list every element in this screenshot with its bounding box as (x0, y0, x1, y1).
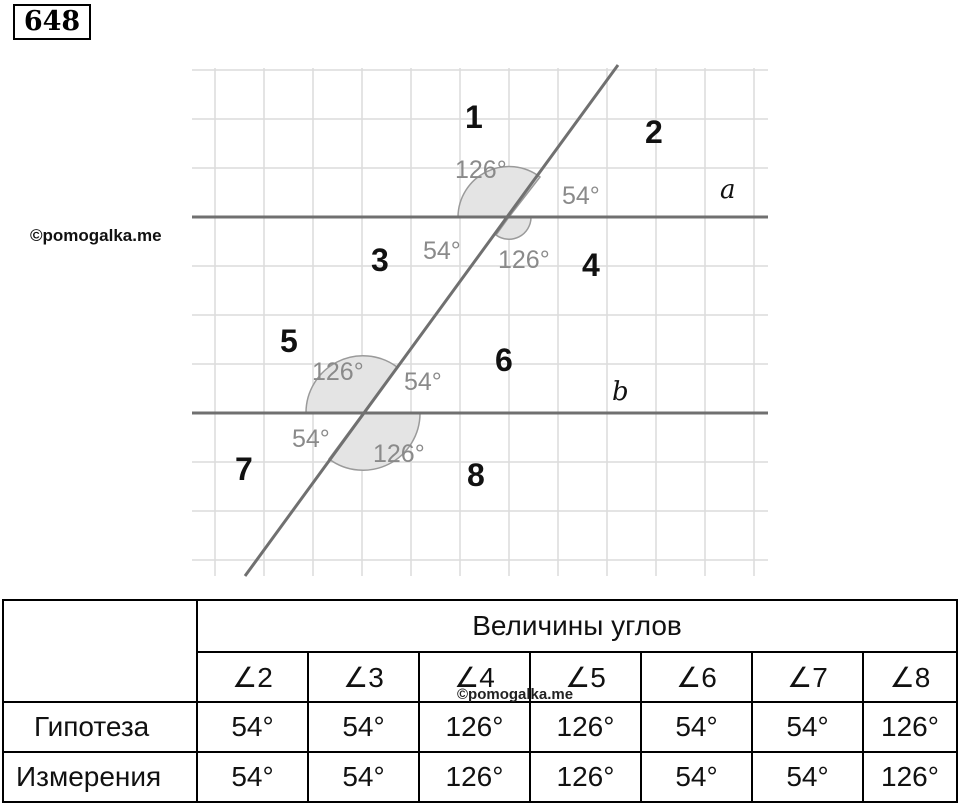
angle-label-a-top-left: 126° (455, 156, 507, 184)
region-label-6: 6 (495, 342, 513, 378)
angle-label-a-bottom-left: 54° (423, 237, 461, 265)
angle-label-b-top-left: 126° (312, 358, 364, 386)
transversal (245, 65, 618, 576)
angle-label-b-top-right: 54° (404, 368, 442, 396)
line-label-a: a (720, 175, 736, 205)
column-header: ∠2 (197, 652, 308, 702)
table-cell: 54° (308, 702, 419, 752)
region-label-7: 7 (235, 451, 253, 487)
row-label: Измерения (3, 752, 197, 802)
table-cell: 126° (419, 752, 530, 802)
region-label-5: 5 (280, 323, 298, 359)
table-row (3, 702, 957, 752)
column-header: ∠3 (308, 652, 419, 702)
region-label-1: 1 (465, 99, 483, 135)
table-cell: 54° (752, 752, 863, 802)
table-cell: 126° (863, 702, 957, 752)
region-label-4: 4 (582, 247, 600, 283)
table-cell: 54° (641, 702, 752, 752)
table-cell: 126° (419, 702, 530, 752)
table-header: Величины углов (197, 600, 957, 652)
column-header: ∠7 (752, 652, 863, 702)
table-cell: 126° (530, 702, 641, 752)
angle-label-a-top-right: 54° (562, 182, 600, 210)
table-corner-cell (3, 600, 197, 702)
table-cell: 126° (863, 752, 957, 802)
angle-arc-a-obtuse-opposite (496, 217, 531, 239)
column-header: ∠4 (419, 652, 530, 702)
table-cell: 54° (308, 752, 419, 802)
region-label-8: 8 (467, 457, 485, 493)
table-cell: 126° (530, 752, 641, 802)
table-cell: 54° (197, 702, 308, 752)
column-header: ∠5 (530, 652, 641, 702)
angle-label-b-bottom-right: 126° (373, 440, 425, 468)
angle-label-b-bottom-left: 54° (292, 425, 330, 453)
region-label-3: 3 (371, 242, 389, 278)
table-cell: 54° (197, 752, 308, 802)
table-cell: 54° (641, 752, 752, 802)
column-header: ∠6 (641, 652, 752, 702)
line-label-b: b (612, 377, 629, 407)
watermark: ©pomogalka.me (30, 226, 162, 245)
column-header: ∠8 (863, 652, 957, 702)
table-row (3, 752, 957, 802)
problem-number: 648 (13, 4, 91, 40)
angle-label-a-bottom-right: 126° (498, 246, 550, 274)
watermark: ©pomogalka.me (457, 686, 574, 703)
row-label: Гипотеза (3, 702, 197, 752)
region-label-2: 2 (645, 114, 663, 150)
table-cell: 54° (752, 702, 863, 752)
grid (192, 68, 768, 576)
